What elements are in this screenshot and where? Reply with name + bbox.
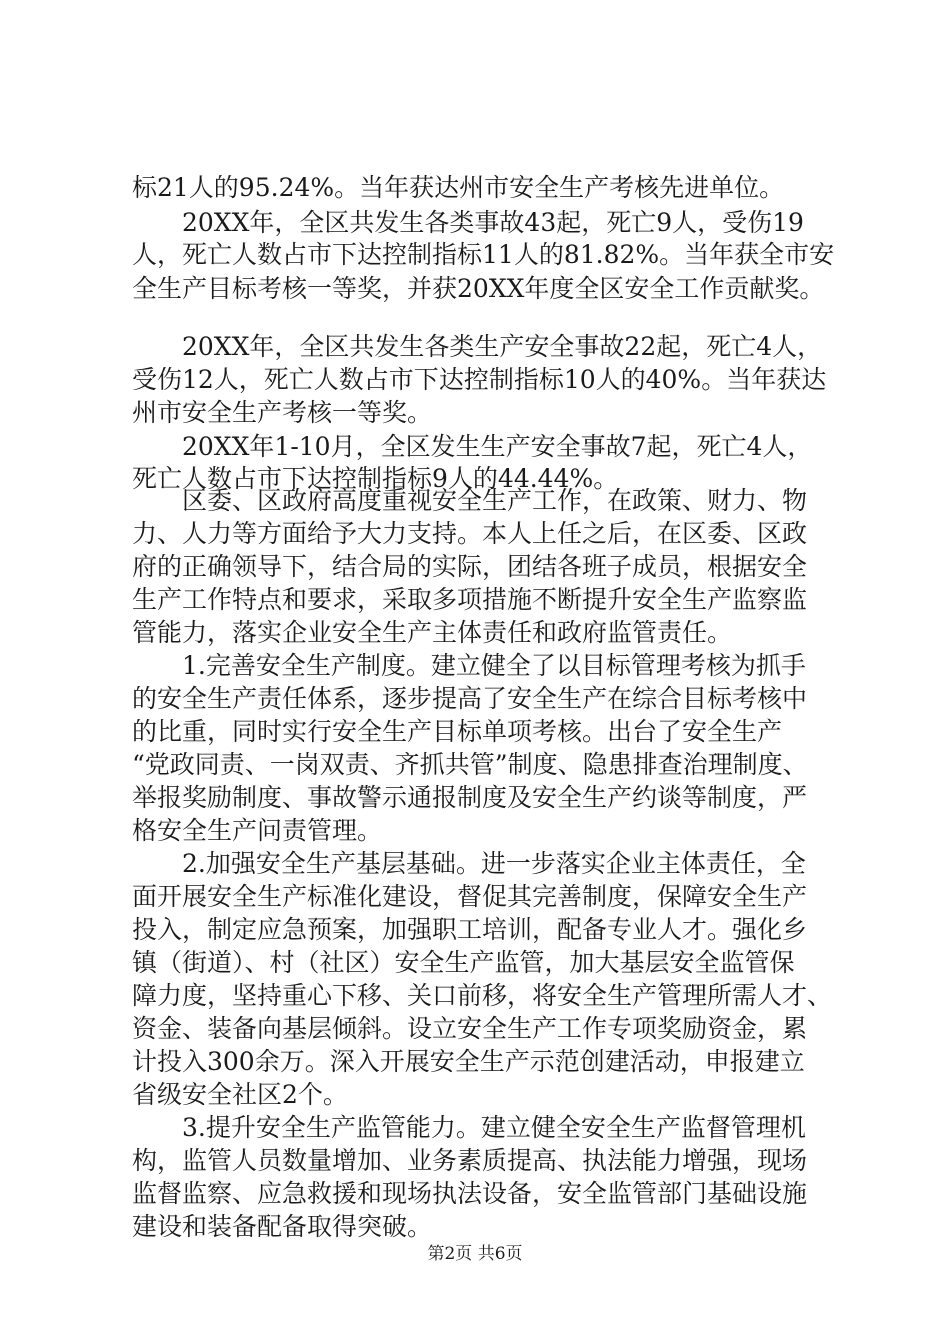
text-line: 力、人力等方面给予大力支持。本人上任之后，在区委、区政 (132, 519, 808, 548)
text-line: 镇（街道）、村（社区）安全生产监管，加大基层安全监管保 (132, 948, 795, 977)
text-line: 20XX年，全区共发生各类事故43起，死亡9人，受伤19 (132, 208, 804, 237)
text-line: 区委、区政府高度重视安全生产工作，在政策、财力、物 (132, 486, 808, 515)
text-line: 全生产目标考核一等奖，并获20XX年度全区安全工作贡献奖。 (132, 274, 825, 303)
text-line: 20XX年，全区共发生各类生产安全事故22起，死亡4人， (132, 332, 823, 361)
text-line: 府的正确领导下，结合局的实际，团结各班子成员，根据安全 (132, 552, 808, 581)
text-line: “党政同责、一岗双责、齐抓共管”制度、隐患排查治理制度、 (132, 750, 808, 779)
page-footer: 第2页 共6页 (427, 1244, 523, 1264)
text-line: 建设和装备配备取得突破。 (132, 1212, 433, 1241)
text-line: 受伤12人，死亡人数占市下达控制指标10人的40%。当年获达 (132, 365, 827, 394)
text-line: 人，死亡人数占市下达控制指标11人的81.82%。当年获全市安 (132, 240, 835, 269)
text-line: 构，监管人员数量增加、业务素质提高、执法能力增强，现场 (132, 1146, 808, 1175)
text-line: 2.加强安全生产基层基础。进一步落实企业主体责任，全 (132, 849, 806, 878)
text-line: 3.提升安全生产监管能力。建立健全安全生产监督管理机 (132, 1113, 806, 1142)
text-line: 面开展安全生产标准化建设，督促其完善制度，保障安全生产 (132, 882, 808, 911)
text-line: 举报奖励制度、事故警示通报制度及安全生产约谈等制度，严 (132, 783, 808, 812)
text-line: 资金、装备向基层倾斜。设立安全生产工作专项奖励资金，累 (132, 1014, 808, 1043)
text-line: 障力度，坚持重心下移、关口前移，将安全生产管理所需人才、 (132, 981, 833, 1010)
text-line: 投入，制定应急预案，加强职工培训，配备专业人才。强化乡 (132, 915, 808, 944)
text-line: 管能力，落实企业安全生产主体责任和政府监管责任。 (132, 618, 733, 647)
text-line: 的安全生产责任体系，逐步提高了安全生产在综合目标考核中 (132, 684, 808, 713)
text-line: 标21人的95.24%。当年获达州市安全生产考核先进单位。 (132, 173, 785, 202)
text-line: 死亡人数占市下达控制指标9人的44.44%。 (132, 464, 619, 493)
text-line: 州市安全生产考核一等奖。 (132, 398, 433, 427)
text-line: 20XX年1-10月，全区发生生产安全事故7起，死亡4人， (132, 432, 813, 461)
text-line: 监督监察、应急救援和现场执法设备，安全监管部门基础设施 (132, 1179, 808, 1208)
text-line: 1.完善安全生产制度。建立健全了以目标管理考核为抓手 (132, 651, 806, 680)
text-line: 格安全生产问责管理。 (132, 816, 383, 845)
text-line: 省级安全社区2个。 (132, 1080, 348, 1109)
text-line: 计投入300余万。深入开展安全生产示范创建活动，申报建立 (132, 1047, 805, 1076)
text-line: 生产工作特点和要求，采取多项措施不断提升安全生产监察监 (132, 585, 808, 614)
text-line: 的比重，同时实行安全生产目标单项考核。出台了安全生产 (132, 717, 783, 746)
